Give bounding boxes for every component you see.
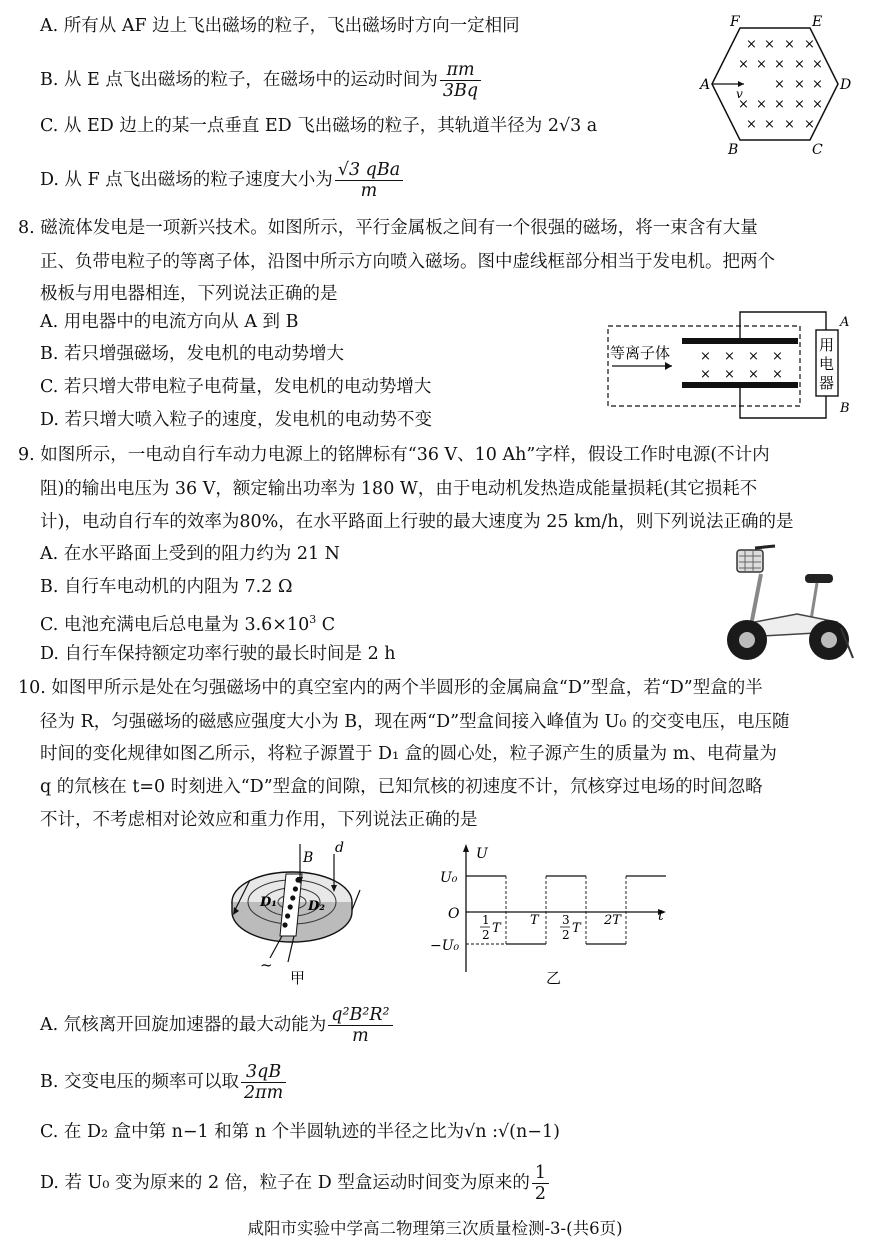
label-b: B — [728, 142, 739, 158]
tick-t: T — [530, 913, 539, 928]
device-label-char: 电 — [819, 355, 835, 373]
magnetic-field-crosses — [738, 37, 823, 132]
device-label-char: 器 — [819, 374, 835, 392]
field-cross: × — [804, 117, 815, 132]
seat — [805, 574, 833, 583]
q9-option-c-text: C. 电池充满电后总电量为 3.6×10 — [40, 614, 310, 635]
handlebar — [755, 546, 775, 548]
fraction-denominator: m — [352, 1026, 369, 1046]
fraction-numerator: 3qB — [241, 1062, 286, 1083]
top-wire — [740, 312, 826, 338]
field-cross: × — [794, 57, 805, 72]
plasma-arrowhead — [665, 362, 672, 370]
field-cross: × — [812, 57, 823, 72]
ac-symbol: ~ — [260, 956, 273, 974]
q8-option-a: A. 用电器中的电流方向从 A 到 B — [40, 312, 299, 332]
field-cross: × — [700, 349, 711, 364]
q10-stem-line-1: 10. 如图甲所示是处在匀强磁场中的真空室内的两个半圆形的金属扁盒“D”型盒，若“D”型盒的半 — [18, 678, 763, 698]
q8-option-b: B. 若只增强磁场，发电机的电动势增大 — [40, 344, 344, 364]
bottom-plate — [682, 382, 798, 388]
field-cross: × — [794, 77, 805, 92]
origin-label: O — [448, 906, 460, 922]
field-cross: × — [784, 117, 795, 132]
field-cross: × — [804, 37, 815, 52]
tick-half-t-t: T — [492, 921, 501, 936]
field-cross: × — [756, 97, 767, 112]
fraction-numerator: q²B²R² — [328, 1005, 392, 1026]
field-cross: × — [724, 349, 735, 364]
q7-option-d — [40, 160, 405, 201]
label-d-gap: d — [335, 840, 344, 856]
label-d1: D₁ — [260, 895, 277, 910]
q9-option-c — [40, 608, 335, 637]
field-cross: × — [738, 57, 749, 72]
tick-half-t-den: 2 — [482, 928, 490, 942]
q10-stem-line-5: 不计，不考虑相对论效应和重力作用，下列说法正确的是 — [40, 810, 478, 830]
label-neg-u0: −U₀ — [430, 938, 460, 954]
q10-option-c: C. 在 D₂ 盒中第 n−1 和第 n 个半圆轨迹的半径之比为√n :√(n−1) — [40, 1122, 560, 1142]
bottom-wire — [740, 388, 826, 418]
q8-stem-line-3: 极板与用电器相连，下列说法正确的是 — [40, 284, 338, 304]
field-cross: × — [764, 117, 775, 132]
label-e: E — [812, 14, 823, 30]
label-b-field: B — [303, 850, 314, 866]
q10-cyclotron-figure — [230, 840, 370, 990]
fraction-denominator: 3Bq — [442, 81, 479, 101]
caption-jia: 甲 — [290, 969, 306, 987]
gap-dot — [290, 895, 295, 900]
graph-axes — [463, 844, 666, 972]
label-f: F — [730, 14, 740, 30]
mhd-field-crosses — [700, 349, 783, 382]
q9-stem-line-1: 9. 如图所示，一电动自行车动力电源上的铭牌标有“36 V、10 Ah”字样，假设工作时电源(不计内 — [18, 445, 770, 465]
fraction-denominator: m — [360, 181, 378, 201]
q10-option-b-fraction — [241, 1062, 286, 1103]
q9-option-c-exponent: 3 — [309, 613, 317, 626]
q10-option-b-text: B. 交变电压的频率可以取 — [40, 1072, 239, 1092]
label-v: v — [736, 87, 743, 101]
field-cross: × — [812, 97, 823, 112]
label-a-terminal: A — [840, 315, 850, 330]
q10-stem-line-3: 时间的变化规律如图乙所示，将粒子源置于 D₁ 盒的圆心处，粒子源产生的质量为 m、电荷量为 — [40, 744, 777, 764]
q8-option-d: D. 若只增大喷入粒子的速度，发电机的电动势不变 — [40, 410, 433, 430]
q7-option-a: A. 所有从 AF 边上飞出磁场的粒子，飞出磁场时方向一定相同 — [40, 16, 520, 36]
label-a: A — [700, 77, 711, 93]
q8-mhd-generator-figure — [604, 310, 854, 422]
scooter-illustration — [727, 546, 853, 660]
field-cross: × — [772, 367, 783, 382]
q10-option-b — [40, 1062, 288, 1103]
gap-dot — [285, 913, 290, 918]
tick-three-half-t-den: 2 — [562, 928, 570, 942]
q7-option-d-text: D. 从 F 点飞出磁场的粒子速度大小为 — [40, 170, 333, 190]
q10-option-a-fraction — [328, 1005, 392, 1046]
q9-electric-scooter-photo — [725, 540, 855, 665]
field-cross: × — [738, 97, 749, 112]
q9-option-b: B. 自行车电动机的内阻为 7.2 Ω — [40, 577, 293, 597]
label-b-terminal: B — [840, 401, 850, 416]
q10-option-d-text: D. 若 U₀ 变为原来的 2 倍，粒子在 D 型盒运动时间变为原来的 — [40, 1173, 530, 1193]
tick-half-t-num: 1 — [482, 913, 490, 927]
field-cross: × — [756, 57, 767, 72]
field-cross: × — [774, 77, 785, 92]
plasma-label: 等离子体 — [610, 344, 671, 362]
field-cross: × — [772, 349, 783, 364]
field-cross: × — [774, 97, 785, 112]
field-cross: × — [724, 367, 735, 382]
tick-three-half-t-num: 3 — [562, 913, 570, 927]
field-cross: × — [748, 367, 759, 382]
q7-option-c: C. 从 ED 边上的某一点垂直 ED 飞出磁场的粒子，其轨道半径为 2√3 a — [40, 116, 598, 136]
axis-label-t: t — [658, 908, 664, 924]
q7-hexagon-figure — [700, 14, 852, 158]
q8-stem-line-2: 正、负带电粒子的等离子体，沿图中所示方向喷入磁场。图中虚线框部分相当于发电机。把两个 — [40, 252, 775, 272]
field-cross: × — [746, 37, 757, 52]
rear-hub — [821, 632, 837, 648]
top-plate — [682, 338, 798, 344]
q7-option-b-text: B. 从 E 点飞出磁场的粒子，在磁场中的运动时间为 — [40, 70, 438, 90]
q10-option-a-text: A. 氘核离开回旋加速器的最大动能为 — [40, 1015, 327, 1035]
label-u0: U₀ — [440, 870, 458, 886]
gap-dot — [288, 904, 293, 909]
q9-stem-line-3: 计)，电动自行车的效率为80%，在水平路面上行驶的最大速度为 25 km/h，则下列说法正确的是 — [40, 512, 794, 532]
basket — [737, 550, 763, 572]
device-label-char: 用 — [819, 336, 835, 354]
field-cross: × — [746, 117, 757, 132]
field-cross: × — [812, 77, 823, 92]
q10-option-d-fraction — [532, 1163, 549, 1204]
q7-option-b-fraction — [440, 60, 481, 101]
q10-option-a — [40, 1005, 395, 1046]
gap-dot — [293, 886, 298, 891]
field-cross: × — [700, 367, 711, 382]
axis-label-u: U — [476, 846, 488, 862]
field-cross: × — [748, 349, 759, 364]
field-cross: × — [764, 37, 775, 52]
q9-option-a: A. 在水平路面上受到的阻力约为 21 N — [40, 544, 340, 564]
field-cross: × — [774, 57, 785, 72]
q10-stem-line-4: q 的氘核在 t=0 时刻进入“D”型盒的间隙，已知氘核的初速度不计，氘核穿过电场的时间忽略 — [40, 777, 763, 797]
front-hub — [739, 632, 755, 648]
q7-option-d-fraction — [335, 160, 403, 201]
q10-stem-line-2: 径为 R，匀强磁场的磁感应强度大小为 B，现在两“D”型盒间接入峰值为 U₀ 的交变电压，电压随 — [40, 712, 790, 732]
fraction-denominator: 2πm — [244, 1083, 284, 1103]
q8-option-c: C. 若只增大带电粒子电荷量，发电机的电动势增大 — [40, 377, 432, 397]
q10-voltage-graph — [426, 840, 676, 990]
q10-option-d — [40, 1163, 551, 1204]
gap-dot — [282, 922, 287, 927]
q9-stem-line-2: 阻)的输出电压为 36 V，额定输出功率为 180 W，由于电动机发热造成能量损耗(其它损耗不 — [40, 479, 758, 499]
label-c: C — [812, 142, 823, 158]
fraction-numerator: 1 — [532, 1163, 549, 1184]
field-cross: × — [784, 37, 795, 52]
fraction-numerator: √3 qBa — [335, 160, 403, 181]
caption-yi: 乙 — [546, 969, 562, 987]
page-footer: 咸阳市实验中学高二物理第三次质量检测-3-(共6页) — [247, 1219, 623, 1238]
tick-three-half-t-t: T — [572, 921, 581, 936]
tick-2t: 2T — [604, 913, 621, 928]
u-axis-arrowhead — [463, 844, 469, 852]
label-d2: D₂ — [308, 899, 325, 914]
label-d: D — [840, 77, 852, 93]
exit-arrow-2 — [352, 890, 360, 910]
q9-option-d: D. 自行车保持额定功率行驶的最长时间是 2 h — [40, 644, 396, 664]
field-cross: × — [794, 97, 805, 112]
q9-option-c-unit: C — [316, 614, 336, 635]
fraction-numerator: πm — [440, 60, 481, 81]
seat-post — [811, 583, 817, 620]
q7-option-b — [40, 60, 483, 101]
fraction-denominator: 2 — [534, 1184, 546, 1204]
q8-stem-line-1: 8. 磁流体发电是一项新兴技术。如图所示，平行金属板之间有一个很强的磁场，将一束含有大量 — [18, 218, 758, 238]
